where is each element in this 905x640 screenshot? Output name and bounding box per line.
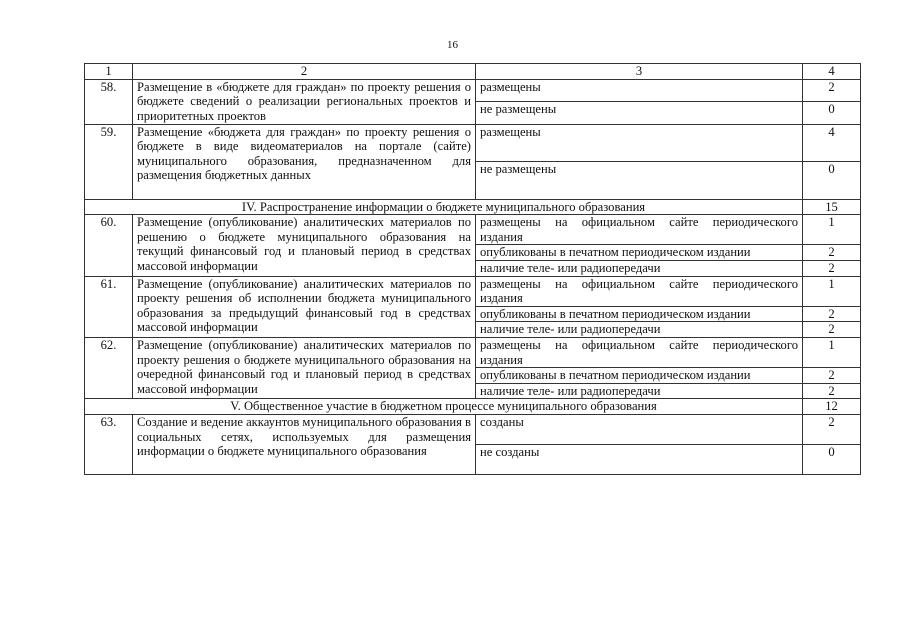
option-score: 0 (803, 162, 861, 200)
option-score: 1 (803, 215, 861, 245)
option-text: размещены на официальном сайте периодического издания (476, 276, 803, 306)
option-text: созданы (476, 414, 803, 444)
criterion-text: Размещение (опубликование) аналитических материалов по решению о бюджете муниципального образования на текущий финансовый год и плановый период в средствах массовой информации (133, 215, 476, 276)
criterion-text: Создание и ведение аккаунтов муниципального образования в социальных сетях, используемых для размещения информации о бюджете муниципального образования (133, 414, 476, 474)
option-score: 0 (803, 102, 861, 125)
criterion-text: Размещение в «бюджете для граждан» по проекту решения о бюджете сведений о реализации региональных проектов и приоритетных проектов (133, 79, 476, 124)
option-score: 2 (803, 260, 861, 276)
table-row (85, 276, 861, 306)
option-score: 2 (803, 306, 861, 322)
option-text: наличие теле- или радиопередачи (476, 383, 803, 399)
option-score: 2 (803, 368, 861, 384)
option-score: 4 (803, 124, 861, 162)
option-text: не размещены (476, 162, 803, 200)
option-score: 0 (803, 444, 861, 474)
option-score: 2 (803, 245, 861, 261)
section-score: 12 (803, 399, 861, 415)
option-text: размещены на официальном сайте периодического издания (476, 337, 803, 367)
header-col-4: 4 (803, 64, 861, 80)
page-number: 16 (447, 39, 458, 51)
option-text: не созданы (476, 444, 803, 474)
section-title: IV. Распространение информации о бюджете муниципального образования (85, 199, 803, 215)
table-header-row (85, 64, 861, 80)
option-text: размещены (476, 79, 803, 102)
option-text: размещены (476, 124, 803, 162)
criterion-text: Размещение (опубликование) аналитических материалов по проекту решения об исполнении бюджета муниципального образования за предыдущий финансовый год в средствах массовой информации (133, 276, 476, 337)
section-title: V. Общественное участие в бюджетном процессе муниципального образования (85, 399, 803, 415)
option-score: 2 (803, 79, 861, 102)
table-row (85, 215, 861, 245)
section-score: 15 (803, 199, 861, 215)
option-score: 1 (803, 276, 861, 306)
option-text: опубликованы в печатном периодическом издании (476, 245, 803, 261)
criteria-table (84, 63, 861, 475)
table-row (85, 124, 861, 162)
option-score: 2 (803, 414, 861, 444)
option-score: 2 (803, 383, 861, 399)
header-col-1: 1 (85, 64, 133, 80)
table-row (85, 79, 861, 102)
header-col-3: 3 (476, 64, 803, 80)
row-number: 58. (85, 79, 133, 124)
criterion-text: Размещение (опубликование) аналитических материалов по проекту решения о бюджете муниципального образования на очередной финансовый год и плановый период в средствах массовой информации (133, 337, 476, 398)
section-row (85, 199, 861, 215)
criterion-text: Размещение «бюджета для граждан» по проекту решения о бюджете в виде видеоматериалов на портале (сайте) муниципального образования, предназначенном для размещения бюджетных данных (133, 124, 476, 199)
option-text: опубликованы в печатном периодическом издании (476, 306, 803, 322)
row-number: 60. (85, 215, 133, 276)
header-col-2: 2 (133, 64, 476, 80)
option-text: наличие теле- или радиопередачи (476, 260, 803, 276)
table-row (85, 414, 861, 444)
row-number: 62. (85, 337, 133, 398)
table-row (85, 337, 861, 367)
option-score: 2 (803, 322, 861, 338)
row-number: 59. (85, 124, 133, 199)
option-text: размещены на официальном сайте периодического издания (476, 215, 803, 245)
row-number: 61. (85, 276, 133, 337)
row-number: 63. (85, 414, 133, 474)
option-score: 1 (803, 337, 861, 367)
section-row (85, 399, 861, 415)
option-text: опубликованы в печатном периодическом издании (476, 368, 803, 384)
option-text: наличие теле- или радиопередачи (476, 322, 803, 338)
option-text: не размещены (476, 102, 803, 125)
